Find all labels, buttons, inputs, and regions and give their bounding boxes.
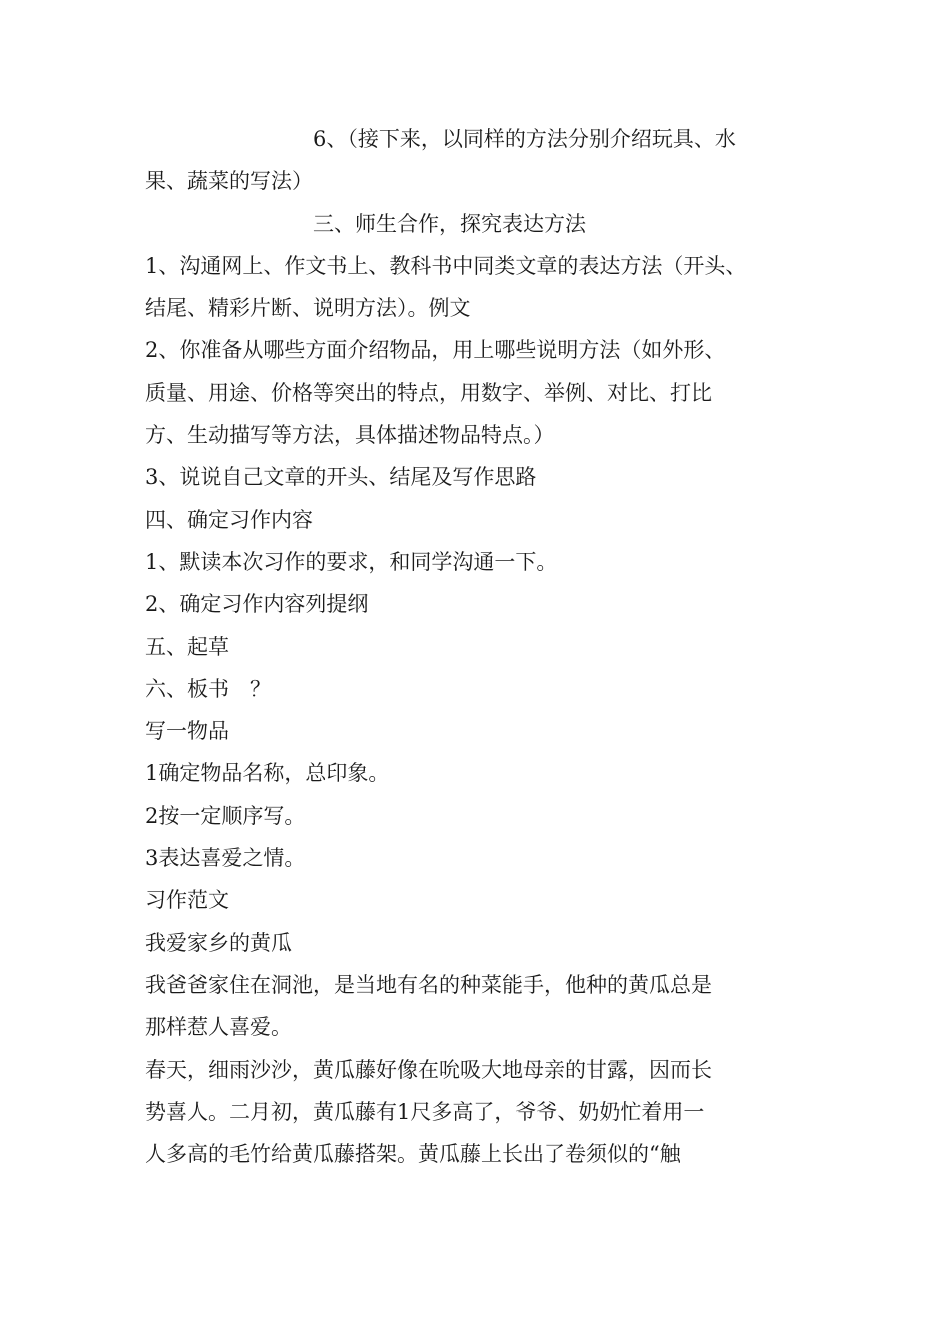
list-item: 1确定物品名称，总印象。: [145, 761, 390, 786]
section-heading: 四、确定习作内容: [145, 507, 313, 532]
text-line: 方、生动描写等方法，具体描述物品特点。）: [145, 423, 555, 448]
list-item: 2、确定习作内容列提纲: [145, 592, 369, 617]
list-item: 2按一定顺序写。: [145, 803, 306, 828]
document-body: [145, 118, 815, 1175]
text-line: 春天，细雨沙沙，黄瓜藤好像在吮吸大地母亲的甘露，因而长: [145, 1057, 712, 1082]
list-item: 1、默读本次习作的要求，和同学沟通一下。: [145, 549, 558, 574]
list-item: 1、沟通网上、作文书上、教科书中同类文章的表达方法（开头、: [145, 253, 747, 278]
section-heading: 六、板书 ？: [145, 676, 271, 701]
text-line: 那样惹人喜爱。: [145, 1015, 292, 1040]
list-item: 6、（接下来，以同样的方法分别介绍玩具、水: [313, 127, 736, 151]
text-line: 我爸爸家住在洞池，是当地有名的种菜能手，他种的黄瓜总是: [145, 972, 712, 997]
list-item: 3、说说自己文章的开头、结尾及写作思路: [145, 465, 537, 490]
text-line: 质量、用途、价格等突出的特点，用数字、举例、对比、打比: [145, 380, 712, 405]
text-line: 势喜人。二月初，黄瓜藤有1尺多高了，爷爷、奶奶忙着用一: [145, 1099, 705, 1124]
section-heading: 习作范文: [145, 888, 229, 913]
list-item: 2、你准备从哪些方面介绍物品，用上哪些说明方法（如外形、: [145, 338, 726, 363]
text-line: 写一物品: [145, 719, 229, 744]
section-heading: 三、师生合作，探究表达方法: [313, 211, 586, 236]
text-line: 果、蔬菜的写法）: [145, 169, 313, 194]
list-item: 3表达喜爱之情。: [145, 846, 306, 871]
essay-title: 我爱家乡的黄瓜: [145, 930, 292, 955]
text-line: 人多高的毛竹给黄瓜藤搭架。黄瓜藤上长出了卷须似的“触: [145, 1142, 681, 1167]
text-line: 结尾、精彩片断、说明方法）。例文: [145, 296, 471, 321]
section-heading: 五、起草: [145, 634, 229, 659]
